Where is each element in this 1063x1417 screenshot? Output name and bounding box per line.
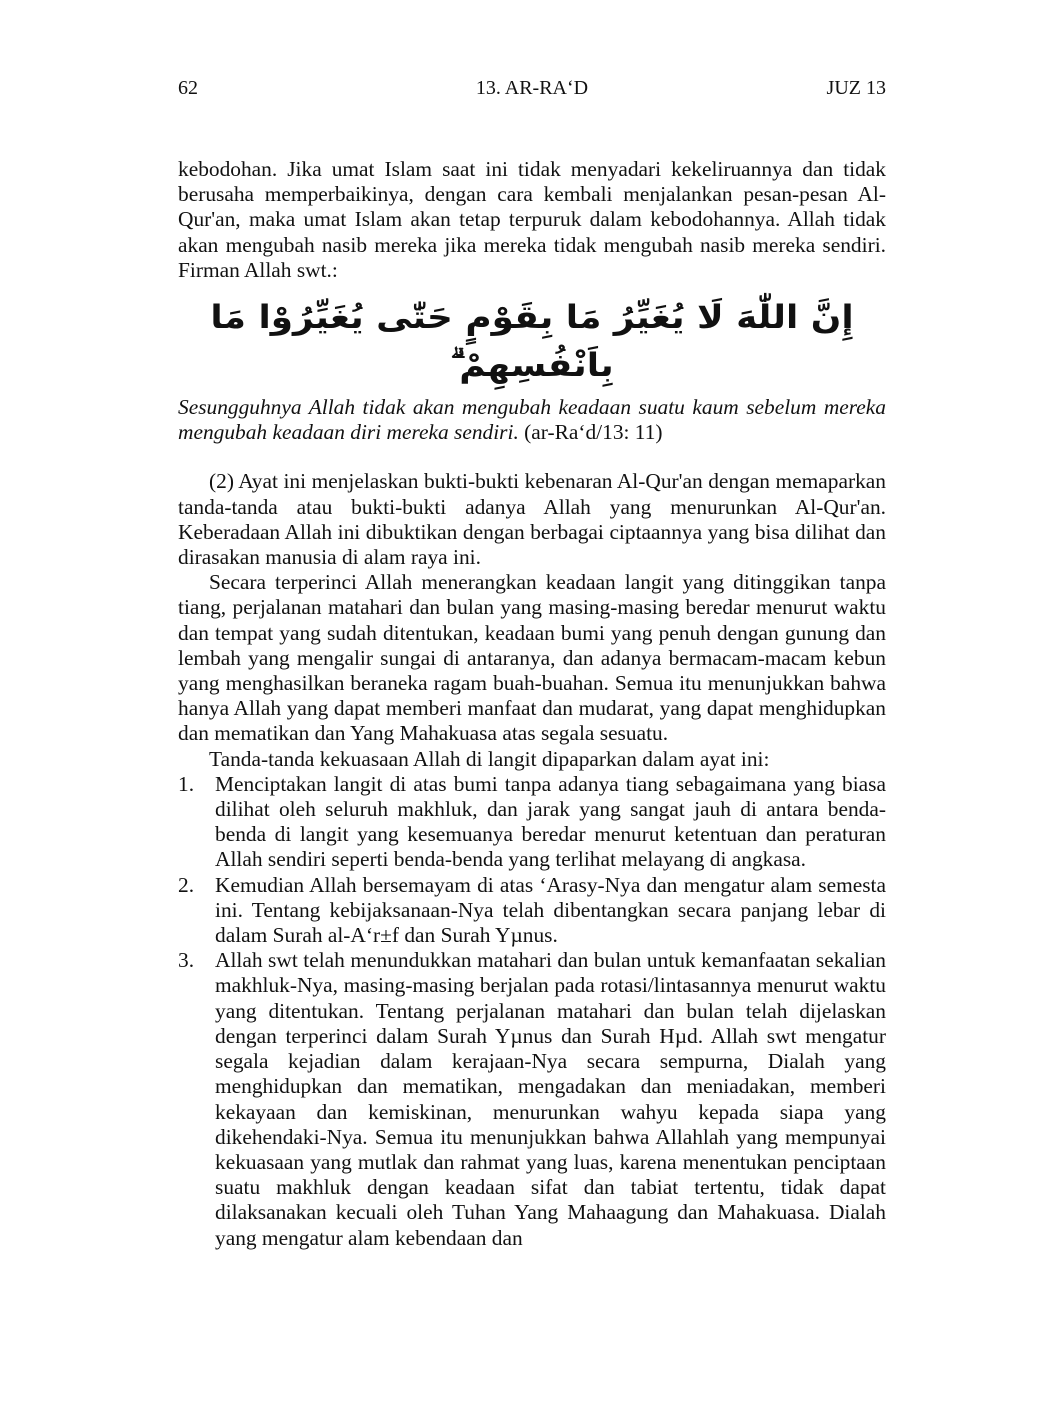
arabic-verse: إِنَّ اللّٰهَ لَا يُغَيِّرُ مَا بِقَوْمٍ حَتّٰى يُغَيِّرُوْا مَا بِاَنْفُسِهِمْ ۗ — [210, 298, 854, 385]
verse-reference: (ar-Ra‘d/13: 11) — [518, 420, 663, 445]
intro-paragraph: kebodohan. Jika umat Islam saat ini tidak menyadari kekeliruannya dan tidak berusaha memperbaikinya, dengan cara kembali menjalankan pesan-pesan Al-Qur'an, maka umat Islam akan tetap terpuruk dalam kebodohannya. Allah tidak akan mengubah nasib mereka jika mereka tidak mengubah nasib mereka sendiri. Firman Allah swt.: — [178, 157, 886, 282]
paragraph-2: (2) Ayat ini menjelaskan bukti-bukti kebenaran Al-Qur'an dengan memaparkan tanda-tanda atau bukti-bukti adanya Allah yang menurunkan Al-Qur'an. Keberadaan Allah ini dibuktikan dengan berbagai ciptaannya yang bisa dilihat dan dirasakan manusia di alam raya ini. — [178, 469, 886, 570]
list-item — [178, 873, 886, 949]
chapter-title: 13. AR-RA‘D — [475, 77, 589, 99]
page-number: 62 — [178, 77, 198, 99]
list-item-text: Kemudian Allah bersemayam di atas ‘Arasy-Nya dan mengatur alam semesta ini. Tentang kebijaksanaan-Nya telah dibentangkan secara panjang lebar di dalam Surah al-A‘r±f dan Surah Yµnus. — [215, 872, 886, 948]
list-item-number: 2. — [178, 872, 195, 897]
juz-label: JUZ 13 — [826, 77, 886, 99]
paragraph-4: Tanda-tanda kekuasaan Allah di langit dipaparkan dalam ayat ini: — [209, 746, 770, 771]
list-item-text: Menciptakan langit di atas bumi tanpa adanya tiang sebagaimana yang biasa dilihat oleh seluruh makhluk, dan jarak yang sangat jauh di antara benda-benda di langit yang kesemuanya beredar menurut ketentuan dan peraturan Allah sendiri seperti benda-benda yang terlihat melayang di angkasa. — [215, 771, 886, 872]
list-item — [178, 948, 886, 1250]
list-item-text: Allah swt telah menundukkan matahari dan bulan untuk kemanfaatan sekalian makhluk-Nya, masing-masing berjalan pada rotasi/lintasannya menurut waktu yang ditentukan. Tentang perjalanan matahari dan bulan telah dijelaskan dengan terperinci dalam Surah Yµnus dan Surah Hµd. Allah swt mengatur segala kejadian dalam kerajaan-Nya secara sempurna, Dialah yang menghidupkan dan mematikan, mengadakan dan meniadakan, memberi kekayaan dan kemiskinan, menurunkan wahyu kepada siapa yang dikehendaki-Nya. Semua itu menunjukkan bahwa Allahlah yang mempunyai kekuasaan yang mutlak dan rahmat yang luas, karena menentukan penciptaan suatu makhluk dengan keadaan sifat dan tabiat tertentu, tidak dapat dilaksanakan kecuali oleh Tuhan Yang Mahaagung dan Mahakuasa. Dialah yang mengatur alam kebendaan dan — [215, 948, 886, 1250]
paragraph-3: Secara terperinci Allah menerangkan keadaan langit yang ditinggikan tanpa tiang, perjalanan matahari dan bulan yang masing-masing beredar menurut waktu dan tempat yang sudah ditentukan, keadaan bumi yang penuh dengan gunung dan lembah yang mengalir sungai di antaranya, dan adanya bermacam-macam kebun yang menghasilkan beraneka ragam buah-buahan. Semua itu menunjukkan bahwa hanya Allah yang dapat memberi manfaat dan mudarat, yang dapat menghidupkan dan mematikan dan Yang Mahakuasa atas segala sesuatu. — [178, 570, 886, 746]
page-body — [178, 157, 886, 1251]
list-item — [178, 772, 886, 873]
list-item-number: 1. — [178, 771, 195, 796]
list-item-number: 3. — [178, 948, 195, 973]
translation-text: Sesungguhnya Allah tidak akan mengubah keadaan suatu kaum sebelum mereka mengubah keadaan diri mereka sendiri. — [178, 395, 886, 445]
verse-translation — [178, 395, 886, 445]
signs-list — [178, 772, 886, 1251]
spacer — [178, 445, 886, 469]
